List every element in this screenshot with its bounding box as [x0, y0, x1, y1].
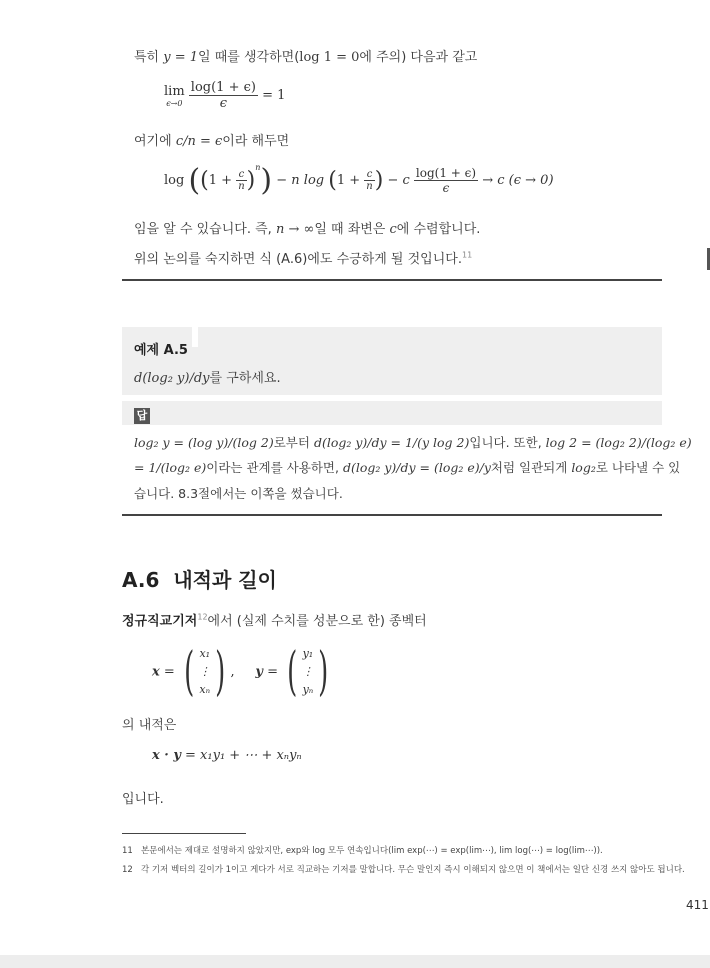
footnote-ref-11[interactable]: 11	[462, 250, 473, 260]
answer-line-1: log₂ y = (log y)/(log 2)로부터 d(log₂ y)/dy = 1/(y log 2)입니다. 또한, log 2 = (log₂ 2)/(log₂ e)	[134, 435, 692, 450]
answer-line-2: = 1/(log₂ e)이라는 관계를 사용하면, d(log₂ y)/dy = (log₂ e)/y처럼 일관되게 log₂로 나타낼 수 있	[134, 460, 681, 475]
section-heading: A.6 내적과 길이	[122, 568, 277, 592]
text-line-4: 위의 논의를 숙지하면 식 (A.6)에도 수긍하게 될 것입니다.$^{11}$	[134, 250, 473, 267]
lim-equation: lim ϵ→0 $\frac{\log(1 + \epsilon)}{\epsilon}$ = 1	[164, 80, 286, 111]
text-line-2: 여기에 c/n = ϵ이라 해두면	[134, 134, 290, 149]
text-line-1: 특히 y = 1일 때를 생각하면(log 1 = 0에 주의) 다음과 같고	[134, 50, 478, 65]
vector-definitions: x = ( x₁ ⋮ xₙ ) , y = ( y₁ ⋮ yₙ )	[152, 642, 329, 702]
section-para-1: 정규직교기저$^{12}$에서 (실제 수치를 성분으로 한) 종벡터	[122, 612, 427, 629]
big-equation: log ((1 + $\frac{c}{n}$ )$^n$) − n log (1 + $\frac{c}{n}$ ) − c $\frac{\log(1 + \epsilon)}{\epsilon}$ → c (ϵ → 0)	[164, 163, 554, 198]
example-box-notch	[192, 327, 198, 347]
math-c-over-n: c/n = ϵ	[175, 134, 223, 149]
math-y-eq-1: y = 1	[163, 50, 199, 65]
lim-fraction: $\frac{\log(1 + \epsilon)}{\epsilon}$	[190, 80, 256, 111]
answer-line-3: 습니다. 8.3절에서는 이쪽을 썼습니다.	[134, 486, 343, 501]
footnote-ref-12[interactable]: 12	[197, 612, 208, 622]
divider-top	[122, 279, 662, 281]
vector-y-components: y₁ ⋮ yₙ	[302, 647, 314, 696]
page-number: 411	[686, 898, 709, 912]
footnote-12: 12 각 기저 벡터의 길이가 1이고 게다가 서로 직교하는 기저를 말합니다. 무슨 말인지 즉시 이해되지 않으면 이 책에서는 일단 신경 쓰지 않아도 됩니다.	[122, 865, 685, 875]
answer-box	[122, 401, 662, 425]
footer-bar	[0, 955, 710, 968]
math-log1: log 1 = 0	[299, 50, 360, 65]
example-title: 예제 A.5	[134, 343, 188, 358]
vector-x-components: x₁ ⋮ xₙ	[199, 647, 211, 696]
section-para-3: 입니다.	[122, 792, 164, 807]
answer-label: 답	[134, 408, 150, 424]
divider-bottom	[122, 514, 662, 516]
text-line-3: 임을 알 수 있습니다. 즉, n → ∞일 때 좌변은 c에 수렴합니다.	[134, 222, 481, 237]
section-para-2: 의 내적은	[122, 718, 177, 733]
example-box	[122, 327, 662, 395]
footnote-divider	[122, 833, 246, 834]
footnote-11: 11 본문에서는 제대로 설명하지 않았지만, exp와 log 모두 연속입니다(lim exp(⋯) = exp(lim⋯), lim log(⋯) = log(lim⋯)).	[122, 846, 603, 856]
dot-product-equation: x · y = x₁y₁ + ⋯ + xₙyₙ	[152, 748, 302, 763]
example-question: d(log₂ y)/dy를 구하세요.	[134, 371, 281, 386]
